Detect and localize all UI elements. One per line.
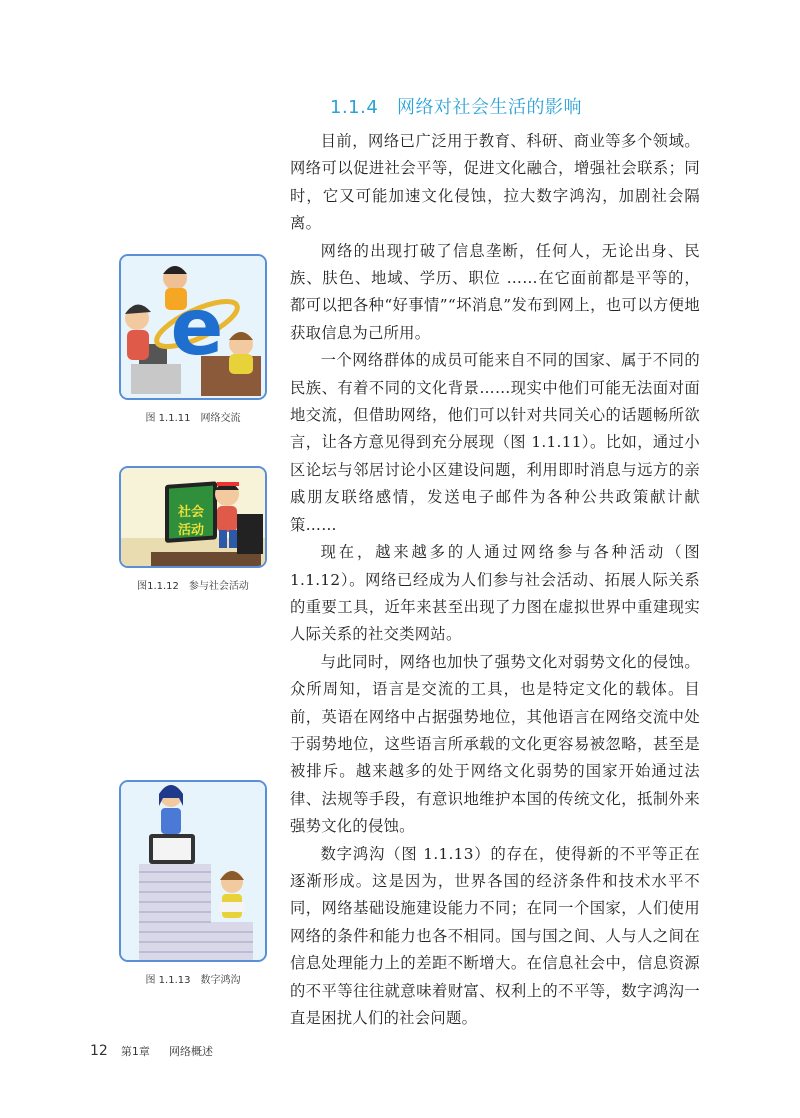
figure-image-frame — [119, 254, 267, 400]
social-activity-illustration — [121, 468, 265, 566]
paragraph-4: 现在，越来越多的人通过网络参与各种活动（图 1.1.12）。网络已经成为人们参与社会活动、拓展人际关系的重要工具，近年来甚至出现了力图在虚拟世界中重建现实人际关系的社交类网站。 — [290, 543, 700, 644]
section-title: 网络对社会生活的影响 — [396, 97, 582, 118]
paragraph-1: 目前，网络已广泛用于教育、科研、商业等多个领域。网络可以促进社会平等，促进文化融合，增强社会联系；同时，它又可能加速文化侵蚀，拉大数字鸿沟，加剧社会隔离。 — [290, 132, 700, 233]
figure-number: 图 1.1.11 — [145, 413, 191, 424]
svg-text:活动: 活动 — [177, 523, 205, 538]
figure-caption — [119, 971, 267, 986]
page-footer — [90, 1040, 213, 1059]
figure-caption — [119, 409, 267, 424]
sign-text: 社会 — [177, 505, 205, 520]
figure-title: 数字鸿沟 — [200, 975, 241, 986]
paper-stack-tall — [139, 864, 211, 960]
page-number: 12 — [90, 1043, 108, 1059]
figure-social-activity — [119, 466, 267, 592]
section-number: 1.1.4 — [330, 97, 379, 118]
figure-number: 图1.1.12 — [137, 581, 179, 592]
figure-caption — [119, 577, 267, 592]
digital-divide-illustration — [121, 782, 265, 960]
body-text — [290, 128, 700, 1032]
figure-image-frame — [119, 780, 267, 962]
figure-image-frame — [119, 466, 267, 568]
figure-network-communication — [119, 254, 267, 424]
figure-digital-divide — [119, 780, 267, 986]
paragraph-5: 与此同时，网络也加快了强势文化对弱势文化的侵蚀。众所周知，语言是交流的工具，也是特定文化的载体。目前，英语在网络中占据强势地位，其他语言在网络交流中处于弱势地位，这些语言所承载的文化更容易被忽略，甚至是被排斥。越来越多的处于网络文化弱势的国家开始通过法律、法规等手段，有意识地维护本国的传统文化，抵制外来强势文化的侵蚀。 — [290, 652, 700, 836]
paragraph-6: 数字鸿沟（图 1.1.13）的存在，使得新的不平等正在逐渐形成。这是因为，世界各国的经济条件和技术水平不同，网络基础设施建设能力不同；在同一个国家，人们使用网络的条件和能力也各不相同。国与国之间、人与人之间在信息处理能力上的差距不断增大。在信息社会中，信息资源的不平等往往就意味着财富、权利上的不平等，数字鸿沟一直是困扰人们的社会问题。 — [290, 844, 700, 1027]
figure-number: 图 1.1.13 — [145, 975, 191, 986]
paragraph-2: 网络的出现打破了信息垄断，任何人，无论出身、民族、肤色、地域、学历、职位 ……在它面前都是平等的，都可以把各种“好事情”“坏消息”发布到网上，也可以方便地获取信息为己所用。 — [290, 241, 700, 342]
paper-stack-short — [211, 922, 253, 960]
figure-title: 网络交流 — [200, 413, 241, 424]
network-communication-illustration — [121, 256, 265, 398]
chapter-label: 第1章 — [120, 1045, 150, 1058]
section-heading — [330, 93, 582, 119]
paragraph-3: 一个网络群体的成员可能来自不同的国家、属于不同的民族、有着不同的文化背景……现实中他们可能无法面对面地交流，但借助网络，他们可以针对共同关心的话题畅所欲言，让各方意见得到充分展现（图 1.1.11）。比如，通过小区论坛与邻居讨论小区建设问题，利用即时消息与远方的亲戚朋友联络感情，发送电子邮件为各种公共政策献计献策…… — [290, 351, 700, 534]
figure-title: 参与社会活动 — [188, 581, 249, 592]
svg-text:e: e — [170, 283, 224, 373]
chapter-name: 网络概述 — [169, 1045, 214, 1058]
